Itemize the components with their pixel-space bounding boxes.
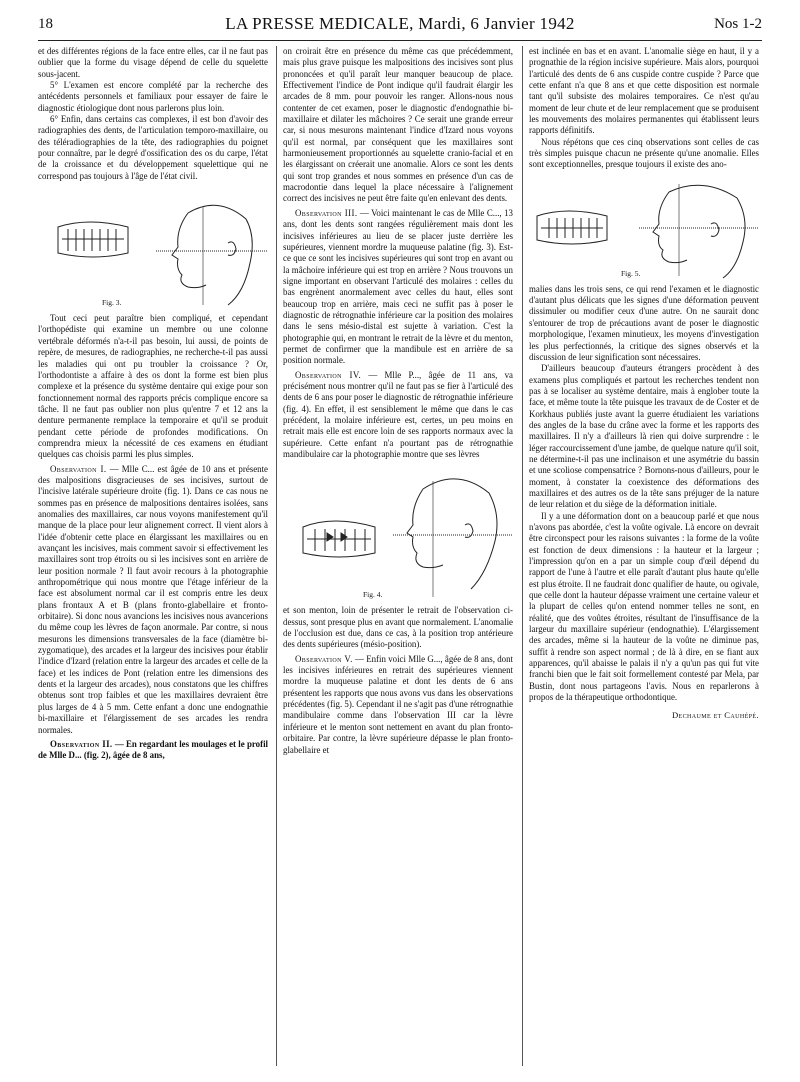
- observation-2: [38, 739, 268, 762]
- author-signature: Dechaume et Cauhépé.: [671, 709, 759, 720]
- paragraph: D'ailleurs beaucoup d'auteurs étrangers procèdent à des examens plus compliqués et partout les recherches tendent non pas à se localiser au système dentaire, mais à englober toute la face, et même toute la tête puisque les travaux de de Coster et de Korkhaus publiés juste avant la guerre étudiaient les variations des angles de la base du crâne avec la forme et les rapports des maxillaires. Il n'y a d'ailleurs là rien qui doive surprendre : le léger raccourcissement d'une jambe, de quelque nature qu'il soit, ne détermine-t-il pas une inclinaison et une asymétrie du bassin et une scoliose compensatrice ? Bornons-nous d'ailleurs, pour le moment, à constater la coexistence des déformations des maxillaires et des autres os de la tête sans préjuger de la nature de leur relation et du siège de la déformation initiale.: [529, 363, 759, 510]
- column-rule: [276, 46, 277, 1066]
- paragraph: 5° L'examen est encore complété par la recherche des antécédents personnels et familiaux pour essayer de faire le diagnostic étiologique dont nous parlerons plus loin.: [38, 80, 268, 113]
- paragraph: et des différentes régions de la face entre elles, car il ne faut pas oublier que la forme du visage dépend de celle du squelette sous-jacent.: [38, 46, 268, 79]
- issue-number: Nos 1-2: [714, 16, 762, 32]
- observation-heading: Observation I.: [50, 463, 107, 474]
- observation-heading: Observation V.: [295, 653, 353, 664]
- column-3: [529, 46, 759, 721]
- paragraph: Il y a une déformation dont on a beaucoup parlé et que nous n'avons pas abordée, c'est la voûte ogivale. Là encore on devrait être circonspect pour les raisons suivantes : la forme de la voûte est fonction de deux dimensions : la hauteur et la largeur ; l'impression qu'on en a par un simple coup d'œil dépend du rapport de l'une à l'autre et elle paraît d'autant plus haute qu'elle est plus étroite. Il ne faudrait donc qualifier de haute, ou ogivale, que celle dont la hauteur dépasse vraiment une certaine valeur et la plupart de celles qu'on entend nommer telles ne sont, en réalité, que des voûtes étroites, résultant de l'insuffisance de la largeur du maxillaire supérieur (endognathie). L'élargissement des arcades, même si la hauteur de la voûte ne diminue pas, suffit à rendre son aspect normal ; de là à dire, en se fiant aux apparences, qu'il abaisse le palais il n'y a qu'un pas qui fut vite franchi bien que le fait soit formellement contesté par Mela, par Bustin, dont nous partageons l'avis. Nous en reparlerons à propos de la thérapeutique orthodontique.: [529, 510, 759, 703]
- paragraph: Tout ceci peut paraître bien compliqué, et cependant l'orthopédiste qui examine un membre ou une colonne vertébrale déformés n'a-t-il pas besoin, lui aussi, de points de repère, de mesures, de radiographies, ne recherche-t-il pas aussi les maladies qui ont pu troubler la croissance ? Or, l'orthodontiste a affaire à des os dont la forme est bien plus complexe et la présence du système dentaire qui exige pour son fonctionnement normal des rapports précis complique encore sa tâche. Il ne faut pas oublier non plus qu'entre 7 et 12 ans la denture permanente remplace la temporaire et qu'il se produit pendant cette période de profondes modifications. On comprendra mieux la nécessité de ces examens en étudiant quelques cas choisis parmi les plus simples.: [38, 313, 268, 460]
- column-2: [283, 46, 513, 756]
- figure-5-illustration: [529, 176, 759, 280]
- paragraph: et son menton, loin de présenter le retrait de l'observation ci-dessus, sont presque plus en avant que normalement. L'anomalie de l'occlusion est due, dans ce cas, à la position trop antérieure des dents supérieures (mésio-position).: [283, 605, 513, 650]
- paragraph: malies dans les trois sens, ce qui rend l'examen et le diagnostic d'autant plus délicats que les signes d'une déformation peuvent dissimuler ou modifier ceux d'une autre. On ne saurait donc s'entourer de trop de précautions avant de poser le diagnostic morphologique, l'examen minutieux, les moyens d'investigation les plus perfectionnés, la critique des signes observés et la discussion de leur signification sont nécessaires.: [529, 283, 759, 362]
- observation-text: — Mlle P..., âgée de 11 ans, va précisément nous montrer qu'il ne faut pas se fier à l'articulé des dents de 6 ans pour poser le diagnostic de rétrognathie inférieure (fig. 4). En effet, il est sensiblement le même que dans le cas précédent, la molaire inférieure est, certes, un peu moins en retrait mais elle est encore loin de ses rapports normaux avec la supérieure. Cette enfant n'a pourtant pas de rétrognathie mandibulaire car la photographie montre que ses lèvres: [283, 369, 513, 460]
- observation-heading: Observation II.: [50, 738, 113, 749]
- paragraph: on croirait être en présence du même cas que précédemment, mais plus grave puisque les malpositions des incisives sont plus prononcées et qu'il paraît leur manquer beaucoup de place. Effectivement l'indice de Pont indique qu'il faudrait élargir les arcades de 8 mm. pour pouvoir les ranger. Allons-nous nous contenter de cet examen, poser le diagnostic d'endognathie bi-maxillaire et dilater les mâchoires ? Ce serait une grande erreur car, si nous mesurons maintenant l'indice d'Izard nous voyons qu'il est normal, par conséquent que les maxillaires sont harmonieusement proportionnés au squelette cranio-facial et en les élargissant on créerait une anomalie. Alors ce sont les dents qui sont trop grandes et nous sommes en présence d'un cas de macrodontie dans lequel la place nécessaire à l'alignement correct des incisives ne peut être faite qu'en enlevant des dents.: [283, 46, 513, 204]
- paragraph: 6° Enfin, dans certains cas complexes, il est bon d'avoir des radiographies des dents, de l'articulation temporo-maxillaire, ou des téléradiographies de la tête, des radiographies du poignet pour connaître, par le degré d'ossification des os du carpe, l'état de la croissance et du développement squelettique qui ne correspond pas toujours à l'âge de l'état civil.: [38, 114, 268, 181]
- observation-heading: Observation IV.: [295, 369, 362, 380]
- figure-5: [529, 176, 759, 280]
- column-1: [38, 46, 268, 762]
- journal-title: LA PRESSE MEDICALE, Mardi, 6 Janvier 1942: [225, 14, 575, 33]
- observation-heading: Observation III.: [295, 207, 358, 218]
- observation-text: — Mlle C... est âgée de 10 ans et présente des malpositions disgracieuses de ses incisives, surtout de l'incisive latérale supérieure droite (fig. 1). Dans ce cas nous ne sommes pas en présence de malpositions dentaires isolées, sans anomalies des maxillaires, car nous voyons manifestement qu'il manque de la place pour leur alignement correct. Il vient alors à l'idée d'obtenir cette place en élargissant les maxillaires ou en avançant les incisives, mais comment savoir si effectivement les maxillaires sont trop étroits ou si les incisives sont en arrière de leur position normale ? Il faut avoir recours à la photographie anthropométrique qui nous montre que l'étage inférieur de la face est absolument normal car il est compris entre les deux plans frontaux A et B (plans fronto-glabellaire et fronto-orbitaire). Si donc nous avancions les incisives nous avancerions du même coup les lèvres de façon anormale. Par contre, si nous mesurons les dimensions transversales de la face (diamètre bi-zygomatique), des arcades et la largeur des incisives pour établir l'indice d'Izard (relation entre la largeur des arcades et celle de la face) et les indices de Pont (relation entre les dimensions des dents et la largeur des arcades), nous constatons que les chiffres obtenus sont trop faibles et que les maxillaires devraient être plus larges de 4 à 5 mm. Cette enfant a donc une endognathie bi-maxillaire et l'élargissement de ses arcades les rendra normales.: [38, 463, 268, 735]
- observation-1: [38, 464, 268, 736]
- figure-3: [38, 187, 268, 309]
- figure-4-illustration: [283, 465, 513, 601]
- paragraph: est inclinée en bas et en avant. L'anomalie siège en haut, il y a prognathie de la région incisive supérieure. Mais alors, pourquoi l'articulé des dents de 6 ans cuspide contre cuspide ? Parce que cette enfant n'a que 8 ans et que cette disposition est normale tant qu'il subsiste des molaires temporaires. Ce n'est qu'au moment de leur chute et de leur remplacement que se produisent les mouvements des molaires permanentes qui établissent leurs rapports définitifs.: [529, 46, 759, 136]
- observation-text: — En regardant les moulages et le profil de Mlle D... (fig. 2), âgée de 8 ans,: [38, 738, 268, 761]
- observation-text: — Enfin voici Mlle G..., âgée de 8 ans, dont les incisives inférieures en retrait des supérieures viennent mordre la muqueuse palatine et dont les dents de 6 ans présentent les rapports que nous avons vus dans les observations précédentes (fig. 5). Cependant il ne s'agit pas d'une rétrognathie mandibulaire comme dans l'observation III car la lèvre inférieure et le menton sont nettement en avant du plan fronto-orbitaire. Par contre, la lèvre supérieure dépasse le plan fronto-glabellaire et: [283, 653, 513, 755]
- figure-4: [283, 465, 513, 601]
- observation-4: [283, 370, 513, 461]
- figure-caption: Fig. 3.: [102, 298, 122, 308]
- observation-text: — Voici maintenant le cas de Mlle C..., 13 ans, dont les dents sont rangées régulièrement mais dont les incisives inférieures au lieu de se placer juste derrière les supérieures, viennent mordre la muqueuse palatine (fig. 3). Est-ce que ce sont les incisives supérieures qui sont trop en avant ou la mâchoire inférieure qui est trop en arrière ? Nous trouvons un signe important en observant l'articulé des molaires : celles du bas engrènent anormalement avec celles du haut, elles sont beaucoup trop en arrière, mais ceci ne suffit pas à poser le diagnostic de rétrognathie inférieure car la position des molaires dans le sens mésio-distal est sujette à variation. C'est la photographie qui, en montrant le retrait de la lèvre et du menton, permet de confirmer que la mandibule est en arrière de sa position normale.: [283, 207, 513, 366]
- observation-3: [283, 208, 513, 367]
- figure-caption: Fig. 4.: [363, 590, 383, 600]
- figure-3-illustration: [38, 187, 268, 309]
- page-header: [38, 14, 762, 41]
- page-number: 18: [38, 16, 53, 32]
- paragraph: Nous répétons que ces cinq observations sont celles de cas très simples puisque chacun ne présente qu'une anomalie. Elles sont exceptionnelles, presque toujours il existe des ano-: [529, 136, 759, 170]
- observation-5: [283, 654, 513, 756]
- column-rule: [522, 46, 523, 1066]
- figure-caption: Fig. 5.: [621, 268, 641, 278]
